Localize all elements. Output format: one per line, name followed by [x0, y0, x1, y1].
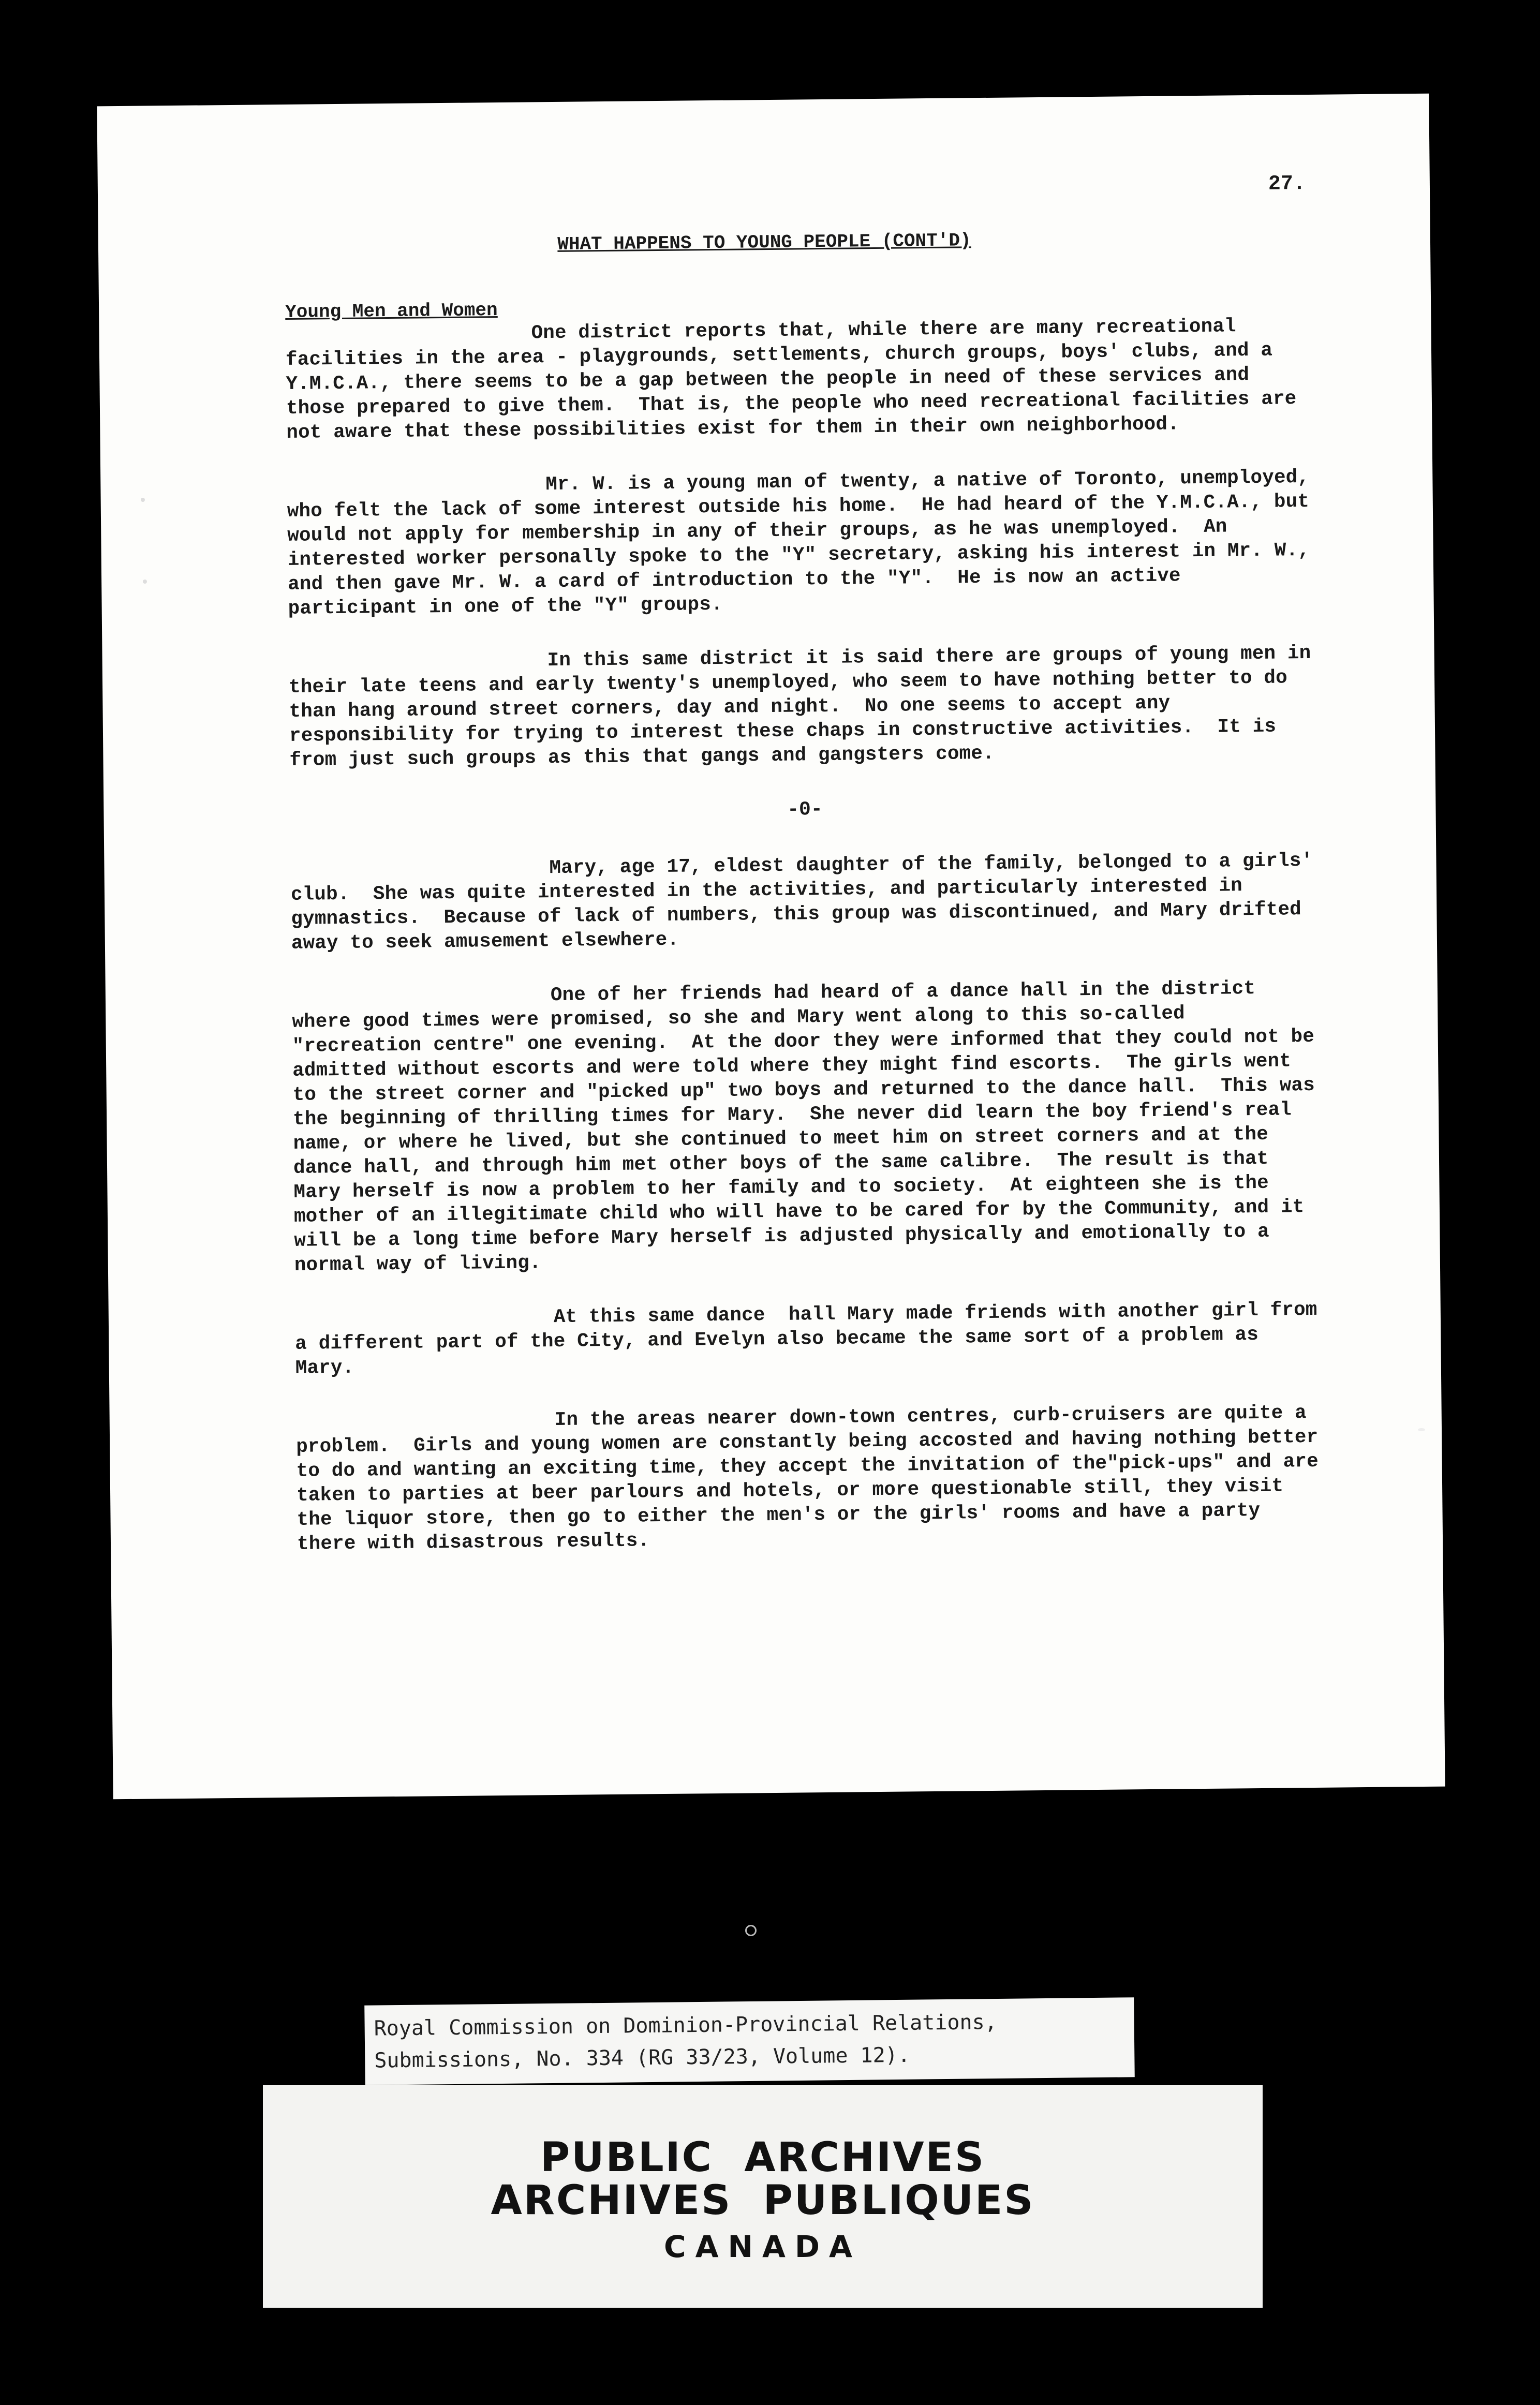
archive-caption-label [364, 1997, 1135, 2085]
section-heading: Young Men and Women [285, 300, 498, 323]
paragraph: At this same dance hall Mary made friends with another girl from a different part of the City, and Evelyn also became the same sort of a problem as Mary. [295, 1299, 1329, 1379]
stamp-line: ARCHIVES PUBLIQUES [491, 2177, 1035, 2224]
speck [141, 498, 145, 502]
speck [745, 1925, 757, 1936]
stamp-line: CANADA [664, 2229, 862, 2264]
paragraph: In the areas nearer down-town centres, curb-cruisers are quite a problem. Girls and young women are constantly being accosted and having nothing better to do and wanting an exciting time, they accept the invitation of the"pick-ups" and are taken to parties at beer parlours and hotels, or more questionable still, they visit the liquor store, then go to either the men's or the girls' rooms and have a party there with disastrous results. [296, 1402, 1330, 1555]
document-page [97, 94, 1445, 1800]
caption-line: Submissions, No. 334 (RG 33/23, Volume 12). [374, 2043, 911, 2073]
page-title: WHAT HAPPENS TO YOUNG PEOPLE (CONT'D) [557, 230, 971, 255]
paragraph: In this same district it is said there are groups of young men in their late teens and early twenty's unemployed, who seem to have nothing better to do than hang around street corners, day and night. No one seems to accept any responsibility for trying to interest these chaps in constructive activities. It is from just such groups as this that gangs and gangsters come. [288, 642, 1323, 771]
page-number: 27. [1268, 172, 1306, 196]
speck [143, 580, 147, 584]
document-body [285, 291, 1330, 1587]
caption-line: Royal Commission on Dominion-Provincial Relations, [374, 2010, 997, 2041]
stamp-line: PUBLIC ARCHIVES [540, 2134, 986, 2181]
paragraph: One of her friends had heard of a dance hall in the district where good times were promised, so she and Mary went along to this so-called "recreation centre" one evening. At the door they were informed that they could not be admitted without escorts and were told where they might find escorts. The girls went to the street corner and "picked up" two boys and returned to the dance hall. This was the beginning of thrilling times for Mary. She never did learn the boy friend's real name, or where he lived, but she continued to meet him on street corners and at the dance hall, and through him met other boys of the same calibre. The result is that Mary herself is now a problem to her family and to society. At eighteen she is the mother of an illegitimate child who will have to be cared for by the Community, and it will be a long time before Mary herself is adjusted physically and emotionally to a normal way of living. [292, 977, 1327, 1276]
paragraph: Mary, age 17, eldest daughter of the family, belonged to a girls' club. She was quite interested in the activities, and particularly interested in gymnastics. Because of lack of numbers, this group was discontinued, and Mary drifted away to seek amusement elsewhere. [290, 850, 1325, 955]
speck [1418, 1428, 1425, 1431]
paragraph: One district reports that, while there are many recreational facilities in the area - playgrounds, settlements, church groups, boys' clubs, and a Y.M.C.A., there seems to be a gap between the people in need of these services and those prepared to give them. That is, the people who need recreational facilities are not aware that these possibilities exist for them in their own neighborhood. [285, 316, 1309, 444]
section-separator: -0- [787, 798, 823, 821]
paragraph: Mr. W. is a young man of twenty, a native of Toronto, unemployed, who felt the lack of some interest outside his home. He had heard of the Y.M.C.A., but would not apply for membership in any of their groups, as he was unemployed. An interested worker personally spoke to the "Y" secretary, asking his interest in Mr. W., and then gave Mr. W. a card of introduction to the "Y". He is now an active participant in one of the "Y" groups. [287, 466, 1322, 620]
archives-stamp-card [263, 2085, 1263, 2308]
